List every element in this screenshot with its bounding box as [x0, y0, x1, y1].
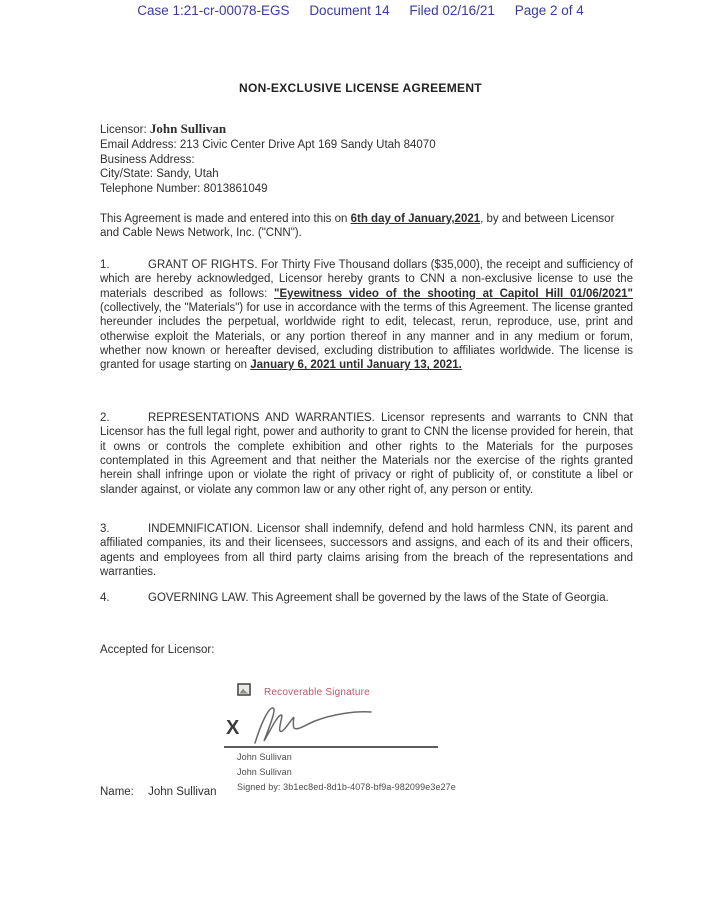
signature-line [224, 746, 438, 748]
signed-name-line-1: John Sullivan [237, 752, 292, 762]
filed-date: Filed 02/16/21 [409, 3, 495, 18]
document-number: Document 14 [309, 3, 390, 18]
recoverable-signature-label: Recoverable Signature [264, 686, 370, 698]
signed-by-hash-line: Signed by: 3b1ec8ed-8d1b-4078-bf9a-982099e3e27e [237, 782, 456, 792]
city-state-line: City/State: Sandy, Utah [100, 168, 219, 181]
section-body: REPRESENTATIONS AND WARRANTIES. Licensor represents and warrants to CNN that Licensor has the full legal right, power and authority to grant to CNN the license provided for herein, that it owns or controls the complete exhibition and other rights to the Materials for the purposes contemplated in this Agreement and that neither the Materials nor the exercise of the rights granted herein shall infringe upon or violate the right of privacy or right of publicity of, or constitute a libel or slander against, or violate any common law or any other right of, any person or entity. [100, 412, 633, 496]
signed-name-line-2: John Sullivan [237, 767, 292, 777]
section-number: 1. [100, 259, 110, 271]
licensor-name: John Sullivan [149, 121, 227, 136]
section-number: 2. [100, 412, 110, 424]
signature-x-mark: X [226, 717, 240, 739]
name-label: Name: [100, 786, 134, 798]
email-address-line: Email Address: 213 Civic Center Drive Apt 169 Sandy Utah 84070 [100, 138, 436, 151]
document-title: NON-EXCLUSIVE LICENSE AGREEMENT [239, 81, 482, 95]
case-caption-header [0, 3, 721, 18]
section-number: 4. [100, 592, 110, 604]
intro-paragraph: This Agreement is made and entered into this on 6th day of January,2021, by and between Licensor and Cable News Network, Inc. ("CNN"). [100, 213, 615, 240]
page-number: Page 2 of 4 [514, 3, 584, 18]
section-indemnification [100, 522, 633, 579]
telephone-line: Telephone Number: 8013861049 [100, 183, 268, 196]
section-governing-law [100, 591, 633, 605]
name-row [100, 786, 216, 798]
licensor-label: Licensor: [100, 124, 147, 136]
case-number: Case 1:21-cr-00078-EGS [137, 3, 290, 18]
section-body: INDEMNIFICATION. Licensor shall indemnify, defend and hold harmless CNN, its parent and affiliated companies, its and their licensees, successors and assigns, and each of its and their officers, agents and employees from all third party claims arising from the breach of the representations and warranties. [100, 523, 633, 579]
recoverable-signature-icon [237, 683, 251, 701]
section-number: 3. [100, 523, 110, 535]
recoverable-signature-row [237, 683, 370, 701]
section-grant-of-rights [100, 258, 633, 373]
business-address-line: Business Address: [100, 153, 195, 166]
section-body: GOVERNING LAW. This Agreement shall be governed by the laws of the State of Georgia. [148, 592, 609, 604]
accepted-for-licensor-label: Accepted for Licensor: [100, 644, 215, 656]
name-value: John Sullivan [148, 786, 217, 798]
licensor-line [100, 122, 633, 138]
section-body: GRANT OF RIGHTS. For Thirty Five Thousand dollars ($35,000), the receipt and sufficiency of which are hereby acknowledged, Licensor hereby grants to CNN a non-exclusive license to use the materials described as follows: "Eyewitness video of the shooting at Capitol Hill 01/06/2021" (collectively, the "Materials") for use in accordance with the terms of this Agreement. The license granted hereunder includes the perpetual, worldwide right to edit, telecast, rerun, reproduce, use, print and otherwise exploit the Materials, or any portion thereof in any manner and in any medium or forum, whether now known or hereafter devised, excluding distribution to affiliates worldwide. The license is granted for usage starting on January 6, 2021 until January 13, 2021. [100, 259, 633, 372]
section-representations-warranties [100, 411, 633, 497]
licensor-info-block [100, 122, 633, 197]
